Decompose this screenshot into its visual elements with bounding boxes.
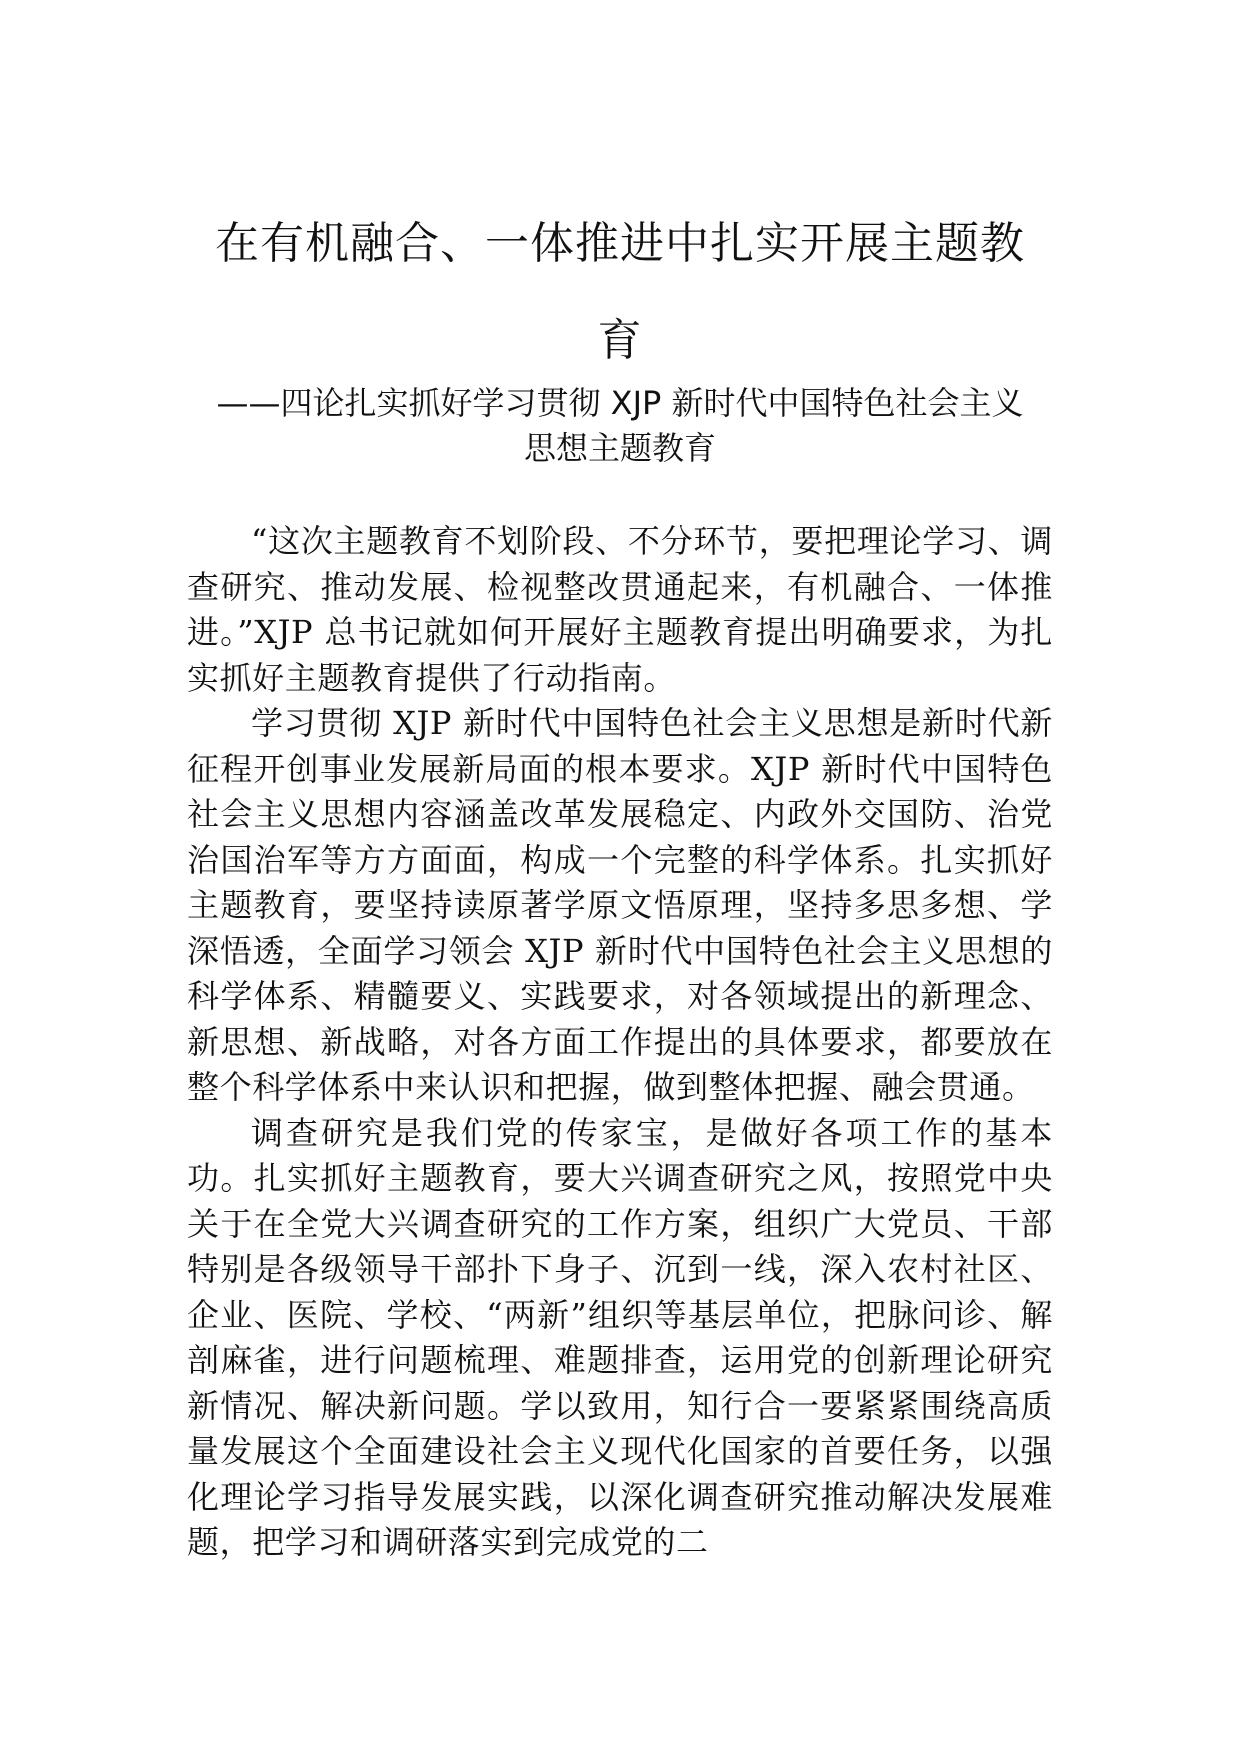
document-subtitle-line-2: 思想主题教育 [523,429,716,467]
document-title-line-2: 育 [597,315,643,366]
document-subtitle-line-1: ——四论扎实抓好学习贯彻 XJP 新时代中国特色社会主义 [216,384,1024,422]
body-paragraph-1: “这次主题教育不划阶段、不分环节，要把理论学习、调查研究、推动发展、检视整改贯通起来，有机融合、一体推进。”XJP 总书记就如何开展好主题教育提出明确要求，为扎实抓好主题教育提供了行动指南。 [187,522,1053,697]
document-body [187,519,1053,1566]
body-paragraph-3: 调查研究是我们党的传家宝，是做好各项工作的基本功。扎实抓好主题教育，要大兴调查研究之风，按照党中央关于在全党大兴调查研究的工作方案，组织广大党员、干部特别是各级领导干部扑下身子、沉到一线，深入农村社区、企业、医院、学校、“两新”组织等基层单位，把脉问诊、解剖麻雀，进行问题梳理、难题排查，运用党的创新理论研究新情况、解决新问题。学以致用，知行合一要紧紧围绕高质量发展这个全面建设社会主义现代化国家的首要任务，以强化理论学习指导发展实践，以深化调查研究推动解决发展难题，把学习和调研落实到完成党的二 [187,1113,1053,1561]
document-title-line-1: 在有机融合、一体推进中扎实开展主题教 [215,218,1025,269]
body-paragraph-2: 学习贯彻 XJP 新时代中国特色社会主义思想是新时代新征程开创事业发展新局面的根本要求。XJP 新时代中国特色社会主义思想内容涵盖改革发展稳定、内政外交国防、治党治国治军等方方面面，构成一个完整的科学体系。扎实抓好主题教育，要坚持读原著学原文悟原理，坚持多思多想、学深悟透，全面学习领会 XJP 新时代中国特色社会主义思想的科学体系、精髓要义、实践要求，对各领域提出的新理念、新思想、新战略，对各方面工作提出的具体要求，都要放在整个科学体系中来认识和把握，做到整体把握、融会贯通。 [187,704,1053,1106]
